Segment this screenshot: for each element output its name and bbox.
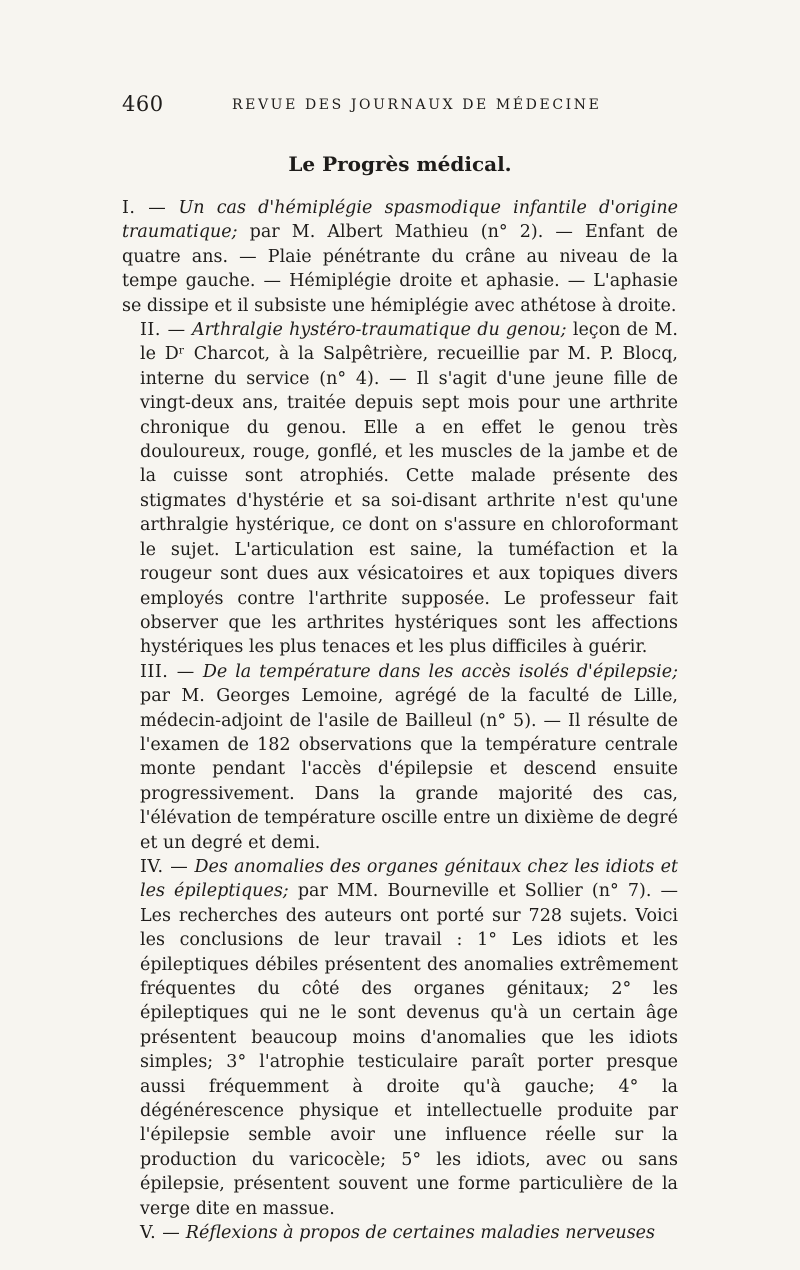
- article-number: I. —: [122, 198, 167, 218]
- article-text: par M. Albert Mathieu (n° 2). — Enfant de quatre ans. — Plaie pénétrante du crâne au niveau de la tempe gauche. — Hémiplégie droite et aphasie. — L'aphasie se dissipe et il subsiste une hémiplégie avec athétose à droite.: [122, 222, 678, 316]
- article-number: III. —: [140, 661, 195, 682]
- article-title: Des anomalies des organes génitaux chez les idiots et les épileptiques;: [140, 856, 678, 902]
- article-number: II. —: [140, 320, 186, 341]
- article-1: [122, 196, 678, 318]
- article-3: [122, 660, 678, 855]
- article-title: Réflexions à propos de certaines maladies nerveuses: [185, 1223, 656, 1244]
- journal-title: REVUE DES JOURNAUX DE MÉDECINE: [232, 97, 602, 113]
- article-title: Arthralgie hystéro-traumatique du genou;: [191, 320, 567, 341]
- article-number: V. —: [140, 1223, 181, 1244]
- article-5: [122, 1221, 678, 1245]
- article-4: [122, 855, 678, 1221]
- article-list: [122, 196, 678, 1245]
- page-number: 460: [122, 92, 164, 116]
- section-title: Le Progrès médical.: [288, 152, 512, 176]
- article-text: leçon de M. le Dʳ Charcot, à la Salpêtrière, recueillie par M. P. Blocq, interne du service (n° 4). — Il s'agit d'une jeune fille de vingt-deux ans, traitée depuis sept mois pour une arthrite chronique du genou. Elle a en effet le genou très douloureux, rouge, gonflé, et les muscles de la jambe et de la cuisse sont atrophiés. Cette malade présente des stigmates d'hystérie et sa soi-disant arthrite n'est qu'une arthralgie hystérique, ce dont on s'assure en chloroformant le sujet. L'articulation est saine, la tuméfaction et la rougeur sont dues aux vésicatoires et aux topiques divers employés contre l'arthrite supposée. Le professeur fait observer que les arthrites hystériques sont les affections hystériques les plus tenaces et les plus difficiles à guérir.: [140, 320, 678, 658]
- article-number: IV. —: [140, 856, 189, 877]
- article-2: [122, 318, 678, 660]
- running-head: [122, 92, 678, 118]
- article-text: par MM. Bourneville et Sollier (n° 7). — Les recherches des auteurs ont porté sur 728 sujets. Voici les conclusions de leur travail : 1° Les idiots et les épileptiques débiles présentent des anomalies extrêmement fréquentes du côté des organes génitaux; 2° les épileptiques qui ne le sont devenus qu'à un certain âge présentent beaucoup moins d'anomalies que les idiots simples; 3° l'atrophie testiculaire paraît porter presque aussi fréquemment à droite qu'à gauche; 4° la dégénérescence physique et intellectuelle produite par l'épilepsie semble avoir une influence réelle sur la production du varicocèle; 5° les idiots, avec ou sans épilepsie, présentent souvent une forme particulière de la verge dite en massue.: [140, 881, 678, 1219]
- article-title: De la température dans les accès isolés d'épilepsie;: [202, 661, 678, 682]
- article-title: Un cas d'hémiplégie spasmodique infantile d'origine traumatique;: [122, 198, 678, 243]
- article-text: par M. Georges Lemoine, agrégé de la faculté de Lille, médecin-adjoint de l'asile de Bailleul (n° 5). — Il résulte de l'examen de 182 observations que la température centrale monte pendant l'accès d'épilepsie et descend ensuite progressivement. Dans la grande majorité des cas, l'élévation de température oscille entre un dixième de degré et un degré et demi.: [140, 686, 678, 853]
